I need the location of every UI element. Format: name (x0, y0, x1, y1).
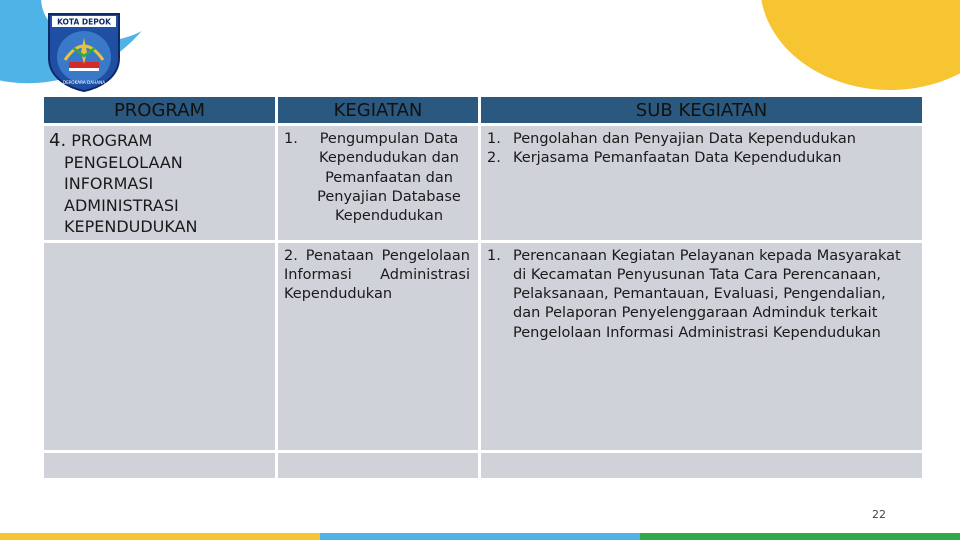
program-line: INFORMASI (64, 174, 154, 193)
page-number: 22 (872, 508, 886, 521)
kota-depok-logo (47, 12, 121, 92)
table-row (43, 125, 924, 242)
header-kegiatan: KEGIATAN (277, 96, 480, 125)
table-header-row (43, 96, 924, 125)
table-row (43, 451, 924, 479)
table-row (43, 241, 924, 451)
sub-kegiatan-number: 1. (487, 247, 501, 264)
program-line: ADMINISTRASI (64, 195, 179, 215)
empty-cell (43, 451, 277, 479)
list-item (487, 247, 914, 343)
list-item (284, 130, 468, 226)
sub-kegiatan-text: Pengolahan dan Penyajian Data Kependudukan (513, 131, 856, 147)
sub-kegiatan-cell (480, 241, 924, 451)
program-table (41, 94, 925, 481)
program-number: 4. (49, 130, 67, 151)
sub-kegiatan-text: Perencanaan Kegiatan Pelayanan kepada Masyarakat di Kecamatan Penyusunan Tata Cara Perencanaan, Pelaksanaan, Pemantauan, Evaluasi, Pengendalian, dan Pelaporan Penyelenggaraan Adminduk terkait Pengelolaan Informasi Administrasi Kependudukan (513, 247, 901, 341)
svg-text:KOTA DEPOK: KOTA DEPOK (57, 17, 111, 27)
list-item (487, 130, 914, 149)
list-item (487, 149, 914, 168)
footer-segment-green (640, 533, 960, 540)
kegiatan-cell (277, 241, 480, 451)
program-line: KEPENDUDUKAN (64, 217, 198, 236)
footer-color-bar (0, 533, 960, 540)
program-cell (43, 125, 277, 242)
empty-cell (277, 451, 480, 479)
footer-segment-yellow (0, 533, 320, 540)
kegiatan-cell (277, 125, 480, 242)
program-line: PROGRAM (71, 131, 153, 150)
program-cell-empty (43, 241, 277, 451)
header-sub-kegiatan: SUB KEGIATAN (480, 96, 924, 125)
svg-text:DEPOKARA DAHANA: DEPOKARA DAHANA (62, 80, 106, 85)
program-line: PENGELOLAAN (64, 152, 183, 172)
footer-segment-blue (320, 533, 640, 540)
kegiatan-number: 1. (284, 131, 298, 147)
kegiatan-text: 2. Penataan Pengelolaan Informasi Administrasi Kependudukan (284, 247, 470, 303)
empty-cell (480, 451, 924, 479)
header-program: PROGRAM (43, 96, 277, 125)
sub-kegiatan-text: Kerjasama Pemanfaatan Data Kependudukan (513, 150, 842, 167)
kegiatan-text: Pengumpulan Data Kependudukan dan Pemanfaatan dan Penyajian Database Kependudukan (317, 131, 461, 225)
sub-kegiatan-number: 1. (487, 131, 501, 147)
sub-kegiatan-cell (480, 125, 924, 242)
sub-kegiatan-number: 2. (487, 150, 501, 167)
